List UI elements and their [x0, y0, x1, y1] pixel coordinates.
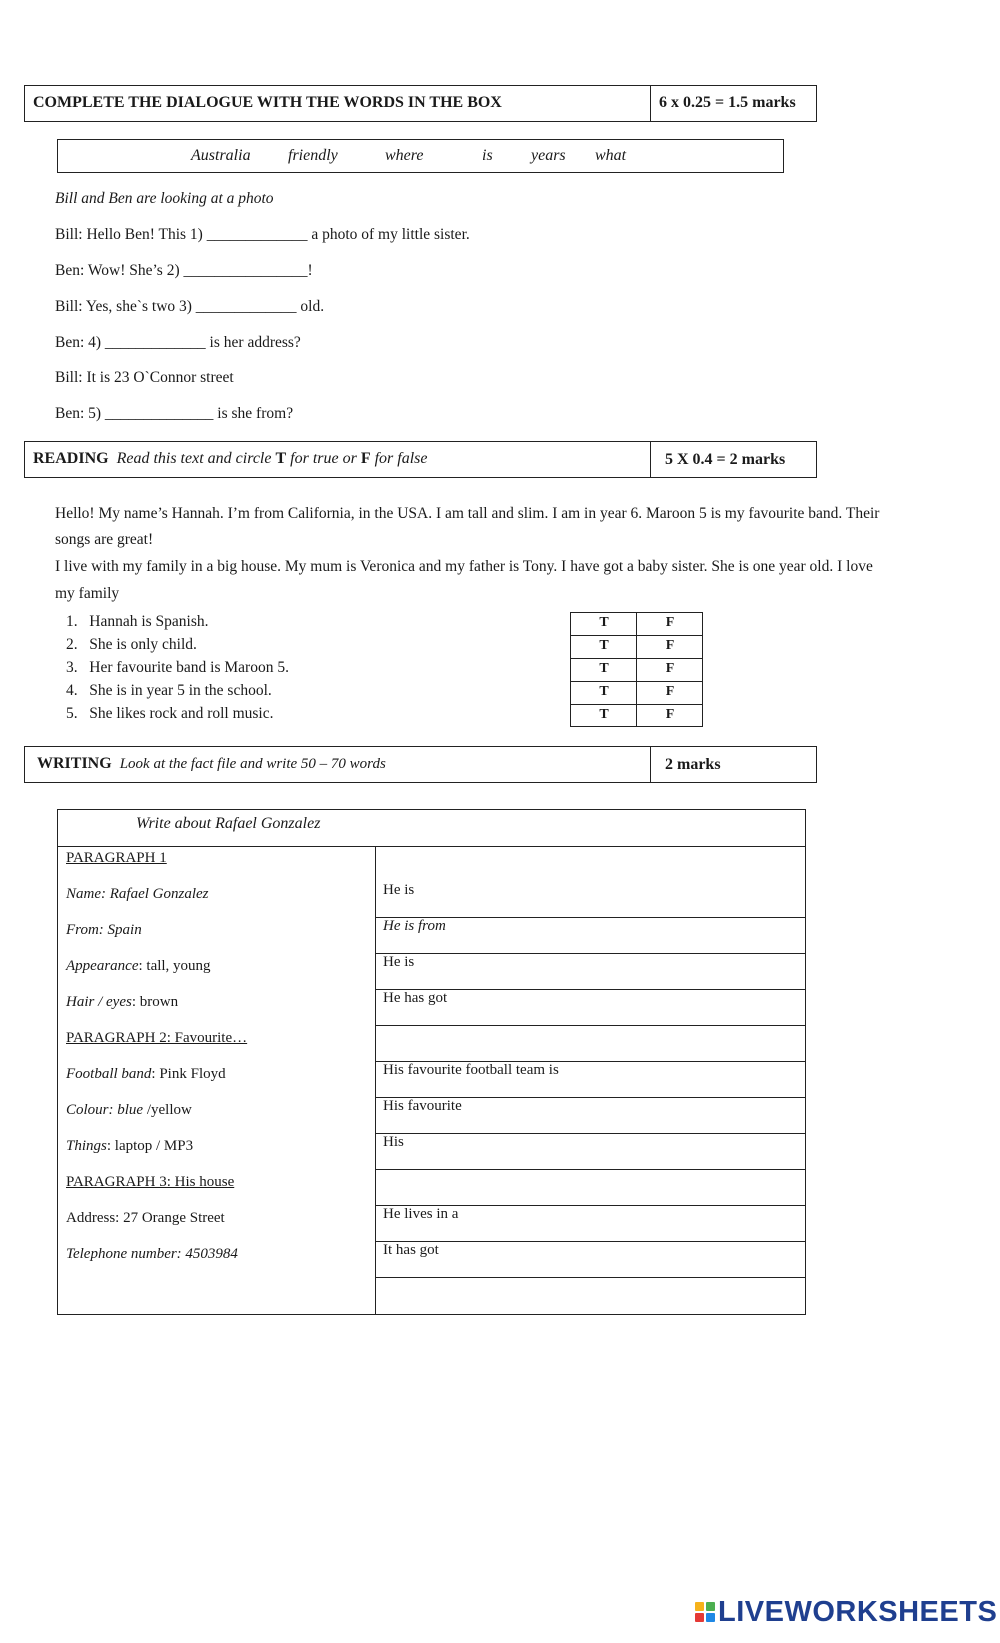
- statement-5: 5. She likes rock and roll music.: [66, 705, 274, 722]
- section3-title: WRITING: [37, 755, 112, 772]
- fact-things: Things: laptop / MP3: [66, 1138, 194, 1154]
- word-australia: Australia: [191, 147, 251, 164]
- tf-false-5[interactable]: F: [665, 707, 675, 722]
- fact-football-band: Football band: Pink Floyd: [66, 1066, 226, 1082]
- true-false-table: [570, 612, 703, 727]
- dialogue-intro: Bill and Ben are looking at a photo: [55, 190, 274, 207]
- section1-title: COMPLETE THE DIALOGUE WITH THE WORDS IN THE BOX: [33, 94, 502, 111]
- reading-para2-line2: my family: [55, 585, 120, 602]
- reading-para2-line1: I live with my family in a big house. My mum is Veronica and my father is Tony. I have got a baby sister. She is one year old. I love: [55, 558, 873, 575]
- tf-false-3[interactable]: F: [665, 661, 675, 676]
- section2-instr-1: Read this text and circle: [116, 450, 276, 467]
- dialogue-line-3: Bill: Yes, she`s two 3) _____________ old.: [55, 298, 325, 315]
- dialogue-line-1: Bill: Hello Ben! This 1) _____________ a photo of my little sister.: [55, 226, 470, 243]
- write-row-7[interactable]: His favourite: [383, 1098, 462, 1114]
- paragraph2-heading: PARAGRAPH 2: Favourite…: [66, 1030, 248, 1046]
- reading-para1-line1: Hello! My name’s Hannah. I’m from California, in the USA. I am tall and slim. I am in year 6. Maroon 5 is my favourite band. Their: [55, 505, 880, 522]
- fact-address: Address: 27 Orange Street: [66, 1210, 225, 1226]
- tf-false-1[interactable]: F: [665, 615, 675, 630]
- logo-blocks-icon: [695, 1602, 715, 1622]
- write-row-6[interactable]: His favourite football team is: [383, 1062, 559, 1078]
- word-is: is: [482, 147, 493, 164]
- statement-3: 3. Her favourite band is Maroon 5.: [66, 659, 289, 676]
- section3-heading: [37, 755, 386, 773]
- tf-true-3[interactable]: T: [599, 661, 609, 676]
- write-row-1[interactable]: He is: [383, 882, 415, 898]
- section1-marks: 6 x 0.25 = 1.5 marks: [659, 94, 796, 111]
- dialogue-line-5: Bill: It is 23 O`Connor street: [55, 369, 234, 386]
- statement-4: 4. She is in year 5 in the school.: [66, 682, 272, 699]
- fact-colour: Colour: blue /yellow: [66, 1102, 192, 1118]
- liveworksheets-logo[interactable]: [695, 1596, 997, 1628]
- write-row-4[interactable]: He has got: [383, 990, 448, 1006]
- word-where: where: [385, 147, 424, 164]
- fact-name: Name: Rafael Gonzalez: [66, 886, 209, 902]
- section1-header: [24, 85, 817, 122]
- tf-false-4[interactable]: F: [665, 684, 675, 699]
- dialogue-line-6: Ben: 5) ______________ is she from?: [55, 405, 294, 422]
- reading-para1-line2: songs are great!: [55, 531, 154, 548]
- paragraph3-heading: PARAGRAPH 3: His house: [66, 1174, 235, 1190]
- section2-instr-f: F: [360, 450, 371, 467]
- word-box: [57, 139, 784, 173]
- section2-header: [24, 441, 817, 478]
- statement-2: 2. She is only child.: [66, 636, 197, 653]
- dialogue-line-2: Ben: Wow! She’s 2) ________________!: [55, 262, 313, 279]
- paragraph1-heading: PARAGRAPH 1: [66, 850, 167, 866]
- write-row-10[interactable]: He lives in a: [383, 1206, 459, 1222]
- section3-instr: Look at the fact file and write 50 – 70 words: [119, 756, 386, 772]
- fact-hair-eyes: Hair / eyes: brown: [66, 994, 179, 1010]
- section2-marks: 5 X 0.4 = 2 marks: [665, 451, 786, 468]
- logo-text: LIVEWORKSHEETS: [718, 1595, 998, 1628]
- write-row-2[interactable]: He is from: [383, 918, 446, 934]
- fact-appearance: Appearance: tall, young: [66, 958, 211, 974]
- word-years: years: [531, 147, 566, 164]
- write-row-3[interactable]: He is: [383, 954, 415, 970]
- writing-table-title: Write about Rafael Gonzalez: [136, 815, 321, 832]
- tf-true-1[interactable]: T: [599, 615, 609, 630]
- section2-heading: [33, 450, 428, 468]
- write-row-8[interactable]: His: [383, 1134, 404, 1150]
- section2-title: READING: [33, 450, 109, 467]
- section2-instr-2: for true or: [286, 450, 361, 467]
- word-friendly: friendly: [288, 147, 338, 164]
- tf-true-5[interactable]: T: [599, 707, 609, 722]
- write-row-11[interactable]: It has got: [383, 1242, 439, 1258]
- dialogue-line-4: Ben: 4) _____________ is her address?: [55, 334, 301, 351]
- fact-from: From: Spain: [66, 922, 142, 938]
- fact-telephone: Telephone number: 4503984: [66, 1246, 238, 1262]
- section3-marks: 2 marks: [665, 756, 721, 773]
- writing-table: [57, 809, 806, 1315]
- section2-instr-t: T: [275, 450, 287, 467]
- tf-true-2[interactable]: T: [599, 638, 609, 653]
- statement-1: 1. Hannah is Spanish.: [66, 613, 209, 630]
- word-what: what: [595, 147, 627, 164]
- section2-instr-3: for false: [370, 450, 428, 467]
- tf-true-4[interactable]: T: [599, 684, 609, 699]
- tf-false-2[interactable]: F: [665, 638, 675, 653]
- section3-header: [24, 746, 817, 783]
